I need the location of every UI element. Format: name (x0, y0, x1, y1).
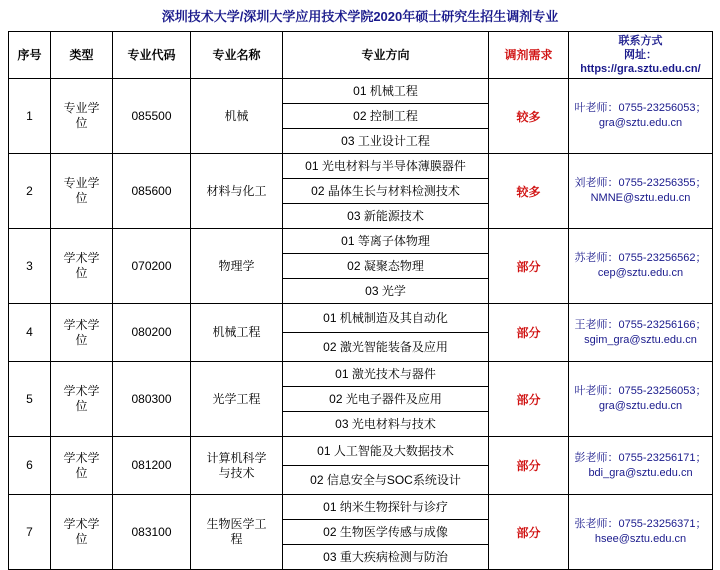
row-num: 5 (9, 362, 51, 437)
row-directions (283, 79, 489, 154)
row-contact: 张老师：0755-23256371； hsee@sztu.edu.cn (569, 495, 713, 570)
row-directions (283, 362, 489, 437)
direction-item: 02 生物医学传感与成像 (283, 520, 488, 545)
row-num: 2 (9, 154, 51, 229)
direction-item: 02 光电子器件及应用 (283, 387, 488, 412)
direction-item: 02 凝聚态物理 (283, 254, 488, 279)
row-contact: 叶老师：0755-23256053； gra@sztu.edu.cn (569, 79, 713, 154)
row-code: 083100 (113, 495, 191, 570)
direction-item: 01 光电材料与半导体薄膜器件 (283, 154, 488, 179)
row-need: 较多 (489, 79, 569, 154)
row-type: 学术学 位 (51, 304, 113, 362)
direction-item: 02 激光智能装备及应用 (323, 339, 448, 354)
row-name: 物理学 (191, 229, 283, 304)
row-type: 学术学 位 (51, 362, 113, 437)
row-num: 4 (9, 304, 51, 362)
row-type: 学术学 位 (51, 495, 113, 570)
row-need: 部分 (489, 304, 569, 362)
direction-item: 03 重大疾病检测与防治 (323, 549, 448, 564)
row-directions (283, 437, 489, 495)
header-contact-line1: 联系方式 (618, 35, 663, 47)
row-name: 光学工程 (191, 362, 283, 437)
row-directions (283, 495, 489, 570)
header-direction: 专业方向 (283, 32, 489, 79)
row-need: 部分 (489, 495, 569, 570)
row-directions (283, 229, 489, 304)
header-need: 调剂需求 (489, 32, 569, 79)
direction-item: 02 控制工程 (283, 104, 488, 129)
row-type: 学术学 位 (51, 229, 113, 304)
direction-item: 02 晶体生长与材料检测技术 (283, 179, 488, 204)
table-row (9, 362, 713, 437)
direction-item: 02 信息安全与SOC系统设计 (310, 472, 461, 487)
row-code: 085600 (113, 154, 191, 229)
admission-table (8, 31, 713, 570)
row-name: 机械工程 (191, 304, 283, 362)
direction-item: 01 人工智能及大数据技术 (283, 437, 488, 466)
row-contact: 彭老师：0755-23256171； bdi_gra@sztu.edu.cn (569, 437, 713, 495)
table-row (9, 79, 713, 154)
table-row (9, 437, 713, 495)
table-row (9, 229, 713, 304)
table-header-row (9, 32, 713, 79)
row-code: 070200 (113, 229, 191, 304)
row-num: 3 (9, 229, 51, 304)
row-code: 080300 (113, 362, 191, 437)
row-need: 较多 (489, 154, 569, 229)
row-type: 学术学 位 (51, 437, 113, 495)
direction-item: 01 纳米生物探针与诊疗 (283, 495, 488, 520)
direction-item: 01 机械制造及其自动化 (283, 304, 488, 333)
row-need: 部分 (489, 362, 569, 437)
header-contact-line2: 网址：https://gra.sztu.edu.cn/ (580, 49, 701, 75)
row-type: 专业学 位 (51, 154, 113, 229)
table-row (9, 495, 713, 570)
row-name: 计算机科学 与技术 (191, 437, 283, 495)
row-directions (283, 154, 489, 229)
table-row (9, 304, 713, 362)
row-contact: 叶老师：0755-23256053； gra@sztu.edu.cn (569, 362, 713, 437)
row-need: 部分 (489, 437, 569, 495)
direction-item: 03 光电材料与技术 (335, 416, 436, 431)
row-contact: 刘老师：0755-23256355； NMNE@sztu.edu.cn (569, 154, 713, 229)
row-contact: 王老师：0755-23256166； sgim_gra@sztu.edu.cn (569, 304, 713, 362)
direction-item: 03 新能源技术 (347, 208, 424, 223)
direction-item: 01 激光技术与器件 (283, 362, 488, 387)
row-name: 材料与化工 (191, 154, 283, 229)
row-need: 部分 (489, 229, 569, 304)
header-name: 专业名称 (191, 32, 283, 79)
row-num: 1 (9, 79, 51, 154)
row-num: 6 (9, 437, 51, 495)
row-code: 085500 (113, 79, 191, 154)
row-code: 081200 (113, 437, 191, 495)
table-row (9, 154, 713, 229)
row-name: 生物医学工 程 (191, 495, 283, 570)
header-num: 序号 (9, 32, 51, 79)
direction-item: 01 等离子体物理 (283, 229, 488, 254)
header-type: 类型 (51, 32, 113, 79)
row-contact: 苏老师：0755-23256562； cep@sztu.edu.cn (569, 229, 713, 304)
row-num: 7 (9, 495, 51, 570)
direction-item: 03 光学 (365, 283, 406, 298)
row-code: 080200 (113, 304, 191, 362)
direction-item: 03 工业设计工程 (341, 133, 430, 148)
row-type: 专业学 位 (51, 79, 113, 154)
header-code: 专业代码 (113, 32, 191, 79)
row-directions (283, 304, 489, 362)
page-title: 深圳技术大学/深圳大学应用技术学院2020年硕士研究生招生调剂专业 (161, 9, 559, 24)
direction-item: 01 机械工程 (283, 79, 488, 104)
header-contact (569, 32, 713, 79)
row-name: 机械 (191, 79, 283, 154)
